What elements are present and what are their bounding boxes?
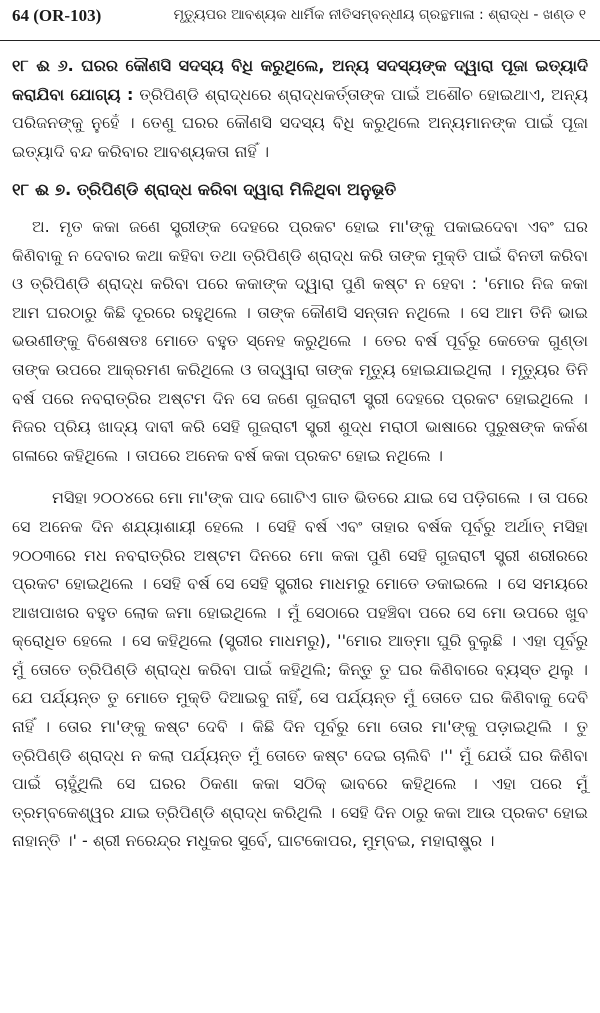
experience-paragraph: ମସିହା ୨୦୦୪ରେ ମୋ ମା'ଙ୍କ ପାଦ ଗୋଟିଏ ଗାତ ଭିତରେ ଯାଇ ସେ ପଡ଼ିଗଲେ । ତା ପରେ ସେ ଅନେକ ଦିନ ଶଯ୍ୟାଶାୟୀ ହେଲେ । ସେହି ବର୍ଷ ଏବଂ ତାହାର ବର୍ଷକ ପୂର୍ବରୁ ଅର୍ଥାତ୍ ମସିହା ୨୦୦୩ରେ ମଧ ନବରାତ୍ରିର ଅଷ୍ଟମ ଦିନରେ ମୋ କକା ପୁଣି ସେହି ଗୁଜରାଟୀ ସ୍ତ୍ରୀ ଶରୀରରେ ପ୍ରକଟ ହୋଇଥିଲେ । ସେହି ବର୍ଷ ସେ ସେହି ସ୍ତ୍ରୀର ମାଧମରୁ ମୋତେ ଡକାଇଲେ । ସେ ସମୟରେ ଆଖପାଖର ବହୁତ ଲୋକ ଜମା ହୋଇଥିଲେ । ମୁଁ ସେଠାରେ ପହଞ୍ଚିବା ପରେ ସେ ମୋ ଉପରେ ଖୁବ କ୍ରୋଧିତ ହେଲେ । ସେ କହିଥିଲେ (ସ୍ତ୍ରୀର ମାଧମରୁ), ''ମୋର ଆତ୍ମା ଘୁରି ବୁଲୁଛି । ଏହା ପୂର୍ବରୁ ମୁଁ ତୋତେ ତ୍ରିପିଣ୍ଡି ଶ୍ରାଦ୍ଧ କରିବା ପାଇଁ କହିଥିଲି; କିନ୍ତୁ ତୁ ଘର କିଣିବାରେ ବ୍ୟସ୍ତ ଥିଲୁ । ଯେ ପର୍ଯ୍ୟନ୍ତ ତୁ ମୋତେ ମୁକ୍ତି ଦିଆଇବୁ ନାହିଁ, ସେ ପର୍ଯ୍ୟନ୍ତ ମୁଁ ତୋତେ ଘର କିଣିବାକୁ ଦେବି ନାହିଁ । ତୋର ମା'ଙ୍କୁ କଷ୍ଟ ଦେବି । କିଛି ଦିନ ପୂର୍ବରୁ ମୋ ତୋର ମା'ଙ୍କୁ ପଡ଼ାଇଥିଲି । ତୁ ତ୍ରିପିଣ୍ଡି ଶ୍ରାଦ୍ଧ ନ କଲା ପର୍ଯ୍ୟନ୍ତ ମୁଁ ତୋତେ କଷ୍ଟ ଦେଇ ଚାଲିବି ।'' ମୁଁ ଯେଉଁ ଘର କିଣିବା ପାଇଁ ଚାହୁଁଥିଲି ସେ ଘରର ଠିକଣା କକା ସଠିକ୍ ଭାବରେ କହିଥିଲେ । ଏହା ପରେ ମୁଁ ତ୍ରମ୍ବକେଶ୍ୱର ଯାଇ ତ୍ରିପିଣ୍ଡି ଶ୍ରାଦ୍ଧ କରିଥିଲି । ସେହି ଦିନ ଠାରୁ କକା ଆଉ ପ୍ରକଟ ହୋଇ ନାହାନ୍ତି ।' - ଶ୍ରୀ ନରେନ୍ଦ୍ର ମଧୁକର ସୁର୍ବେ, ଘାଟକୋପର, ମୁମ୍ବଇ, ମହାରାଷ୍ଟ୍ର । — [12, 488, 588, 851]
section-heading: ୧୮ ଈ ୭. ତ୍ରିପିଣ୍ଡି ଶ୍ରାଦ୍ଧ କରିବା ଦ୍ୱାରା ମିଳିଥିବା ଅନୁଭୂତି — [12, 180, 397, 200]
section-heading: ୧୮ ଈ ୬. ଘରର କୌଣସି ସଦସ୍ୟ ବିଧି କରୁଥିଲେ, ଅନ୍ୟ ସଦସ୍ୟଙ୍କ ଦ୍ୱାରା ପୂଜା ଇତ୍ୟାଦି କରାଯିବା ଯୋଗ୍ୟ : — [12, 56, 588, 104]
page-number: 64 (OR-103) — [12, 6, 102, 25]
section-experiences — [12, 176, 588, 856]
page-header — [0, 0, 600, 41]
section-household-rituals — [12, 52, 588, 166]
page-body — [12, 52, 588, 866]
section-body-text: ତ୍ରିପିଣ୍ଡି ଶ୍ରାଦ୍ଧରେ ଶ୍ରାଦ୍ଧକର୍ତ୍ତାଙ୍କ ପାଇଁ ଅଶୌଚ ହୋଇଥାଏ, ଅନ୍ୟ ପରିଜନଙ୍କୁ ନୁହେଁ । ତେଣୁ ଘରର କୌଣସି ସଦସ୍ୟ ବିଧି କରୁଥିଲେ ଅନ୍ୟମାନଙ୍କ ପାଇଁ ପୂଜା ଇତ୍ୟାଦି ବନ୍ଦ କରିବାର ଆବଶ୍ୟକତା ନାହିଁ । — [12, 84, 588, 161]
experience-paragraph: ଅ. ମୃତ କକା ଜଣେ ସ୍ତ୍ରୀଙ୍କ ଦେହରେ ପ୍ରକଟ ହୋଇ ମା'ଙ୍କୁ ପକାଇଦେବା ଏବଂ ଘର କିଣିବାକୁ ନ ଦେବାର କଥା କହିବା ତଥା ତ୍ରିପିଣ୍ଡି ଶ୍ରାଦ୍ଧ କରି ତାଙ୍କ ମୁକ୍ତି ପାଇଁ ବିନତୀ କରିବା ଓ ତ୍ରିପିଣ୍ଡି ଶ୍ରାଦ୍ଧ କରିବା ପରେ କକାଙ୍କ ଦ୍ୱାରା ପୁଣି କଷ୍ଟ ନ ହେବା : 'ମୋର ନିଜ କକା ଆମ ଘରଠାରୁ କିଛି ଦୂରରେ ରହୁଥିଲେ । ତାଙ୍କ କୌଣସି ସନ୍ତାନ ନଥିଲେ । ସେ ଆମ ତିନି ଭାଇ ଭଉଣୀଙ୍କୁ ବିଶେଷତଃ ମୋତେ ବହୁତ ସ୍ନେହ କରୁଥିଲେ । ତେର ବର୍ଷ ପୂର୍ବରୁ କେତେକ ଗୁଣ୍ଡା ତାଙ୍କ ଉପରେ ଆକ୍ରମଣ କରିଥିଲେ ଓ ତାଦ୍ୱାରା ତାଙ୍କ ମୃତ୍ୟୁ ହୋଇଯାଇଥିଲା । ମୃତ୍ୟୁର ତିନି ବର୍ଷ ପରେ ନବରାତ୍ରିର ଅଷ୍ଟମ ଦିନ ସେ ଜଣେ ଗୁଜରାଟୀ ସ୍ତ୍ରୀ ଦେହରେ ପ୍ରକଟ ହୋଇଥିଲେ । ନିଜର ପ୍ରିୟ ଖାଦ୍ୟ ଦାବୀ କରି ସେହି ଗୁଜରାଟୀ ସ୍ତ୍ରୀ ଶୁଦ୍ଧ ମରାଠୀ ଭାଷାରେ ପୁରୁଷଙ୍କ କର୍କଶ ଗଳାରେ କହିଥିଲେ । ତାପରେ ଅନେକ ବର୍ଷ କକା ପ୍ରକଟ ହୋଇ ନଥିଲେ । — [12, 216, 588, 465]
section-paragraph — [12, 52, 588, 166]
running-title: ମୃତ୍ୟୁପର ଆବଶ୍ୟକ ଧାର୍ମିକ ନୀତିସମ୍ବନ୍ଧୀୟ ଗ୍ରନ୍ଥମାଳା : ଶ୍ରାଦ୍ଧ - ଖଣ୍ଡ ୧ — [173, 7, 586, 23]
